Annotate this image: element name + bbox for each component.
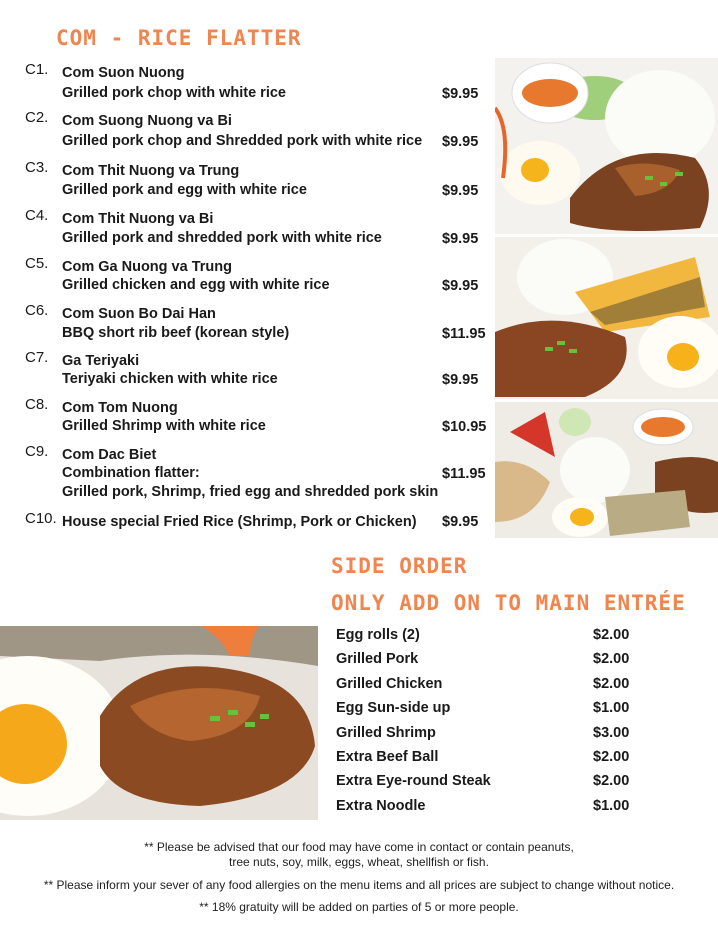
item-description: Grilled pork chop and Shredded pork with white rice xyxy=(62,133,423,149)
price-change-note: ** Please inform your sever of any food allergies on the menu items and all prices are subject to change without notice. xyxy=(43,878,675,892)
side-item xyxy=(336,651,646,671)
item-name: Com Tom Nuong xyxy=(62,400,178,416)
side-item-price: $2.00 xyxy=(593,651,630,667)
side-item-price: $1.00 xyxy=(593,798,630,814)
item-price: $9.95 xyxy=(442,372,479,388)
side-item-price: $1.00 xyxy=(593,700,630,716)
item-name: Com Suon Bo Dai Han xyxy=(62,306,216,322)
item-price: $9.95 xyxy=(442,278,479,294)
gratuity-note: ** 18% gratuity will be added on parties of 5 or more people. xyxy=(199,900,519,914)
item-price: $11.95 xyxy=(442,466,486,482)
side-item xyxy=(336,700,646,720)
item-description: Grilled Shrimp with white rice xyxy=(62,418,266,434)
side-item-name: Egg Sun-side up xyxy=(336,700,451,716)
item-price: $9.95 xyxy=(442,514,479,530)
item-description: Grilled chicken and egg with white rice xyxy=(62,277,330,293)
item-description: Grilled pork and shredded pork with white rice xyxy=(62,230,382,246)
item-price: $9.95 xyxy=(442,231,479,247)
side-item-name: Grilled Chicken xyxy=(336,676,443,692)
side-item-name: Grilled Shrimp xyxy=(336,725,436,741)
item-code: C3. xyxy=(25,159,49,176)
side-item-price: $2.00 xyxy=(593,773,630,789)
item-price: $11.95 xyxy=(442,326,486,342)
item-code: C6. xyxy=(25,302,49,319)
item-description: Teriyaki chicken with white rice xyxy=(62,371,278,387)
item-name: Com Suon Nuong xyxy=(62,65,185,81)
item-description: BBQ short rib beef (korean style) xyxy=(62,325,290,341)
food-photo-pork-chop-plate xyxy=(495,58,718,234)
side-item-name: Grilled Pork xyxy=(336,651,419,667)
item-description: Grilled pork, Shrimp, fried egg and shredded pork skin xyxy=(62,484,439,500)
food-photo-pork-chop-egg xyxy=(0,626,318,820)
side-item-price: $2.00 xyxy=(593,749,630,765)
item-code: C4. xyxy=(25,207,49,224)
item-description: Grilled pork chop with white rice xyxy=(62,85,286,101)
item-name: Com Ga Nuong va Trung xyxy=(62,259,232,275)
side-item xyxy=(336,798,646,818)
side-order-subtitle: ONLY ADD ON TO MAIN ENTRÉE xyxy=(331,591,686,615)
item-code: C10. xyxy=(25,510,57,527)
item-price: $9.95 xyxy=(442,134,479,150)
item-price: $10.95 xyxy=(442,419,487,435)
item-code: C7. xyxy=(25,349,49,366)
item-name: Com Dac Biet xyxy=(62,447,157,463)
item-price: $9.95 xyxy=(442,86,479,102)
side-item xyxy=(336,749,646,769)
side-item-price: $2.00 xyxy=(593,627,630,643)
item-name: Com Suong Nuong va Bi xyxy=(62,113,232,129)
side-item xyxy=(336,627,646,647)
side-item-name: Extra Beef Ball xyxy=(336,749,439,765)
allergy-note-continued: tree nuts, soy, milk, eggs, wheat, shellfish or fish. xyxy=(229,855,489,869)
side-item-name: Extra Noodle xyxy=(336,798,426,814)
side-order-title: SIDE ORDER xyxy=(331,554,468,578)
item-code: C2. xyxy=(25,109,49,126)
item-name: House special Fried Rice (Shrimp, Pork or Chicken) xyxy=(62,514,417,530)
item-name: Com Thit Nuong va Trung xyxy=(62,163,240,179)
side-item-name: Egg rolls (2) xyxy=(336,627,420,643)
item-code: C5. xyxy=(25,255,49,272)
item-code: C8. xyxy=(25,396,49,413)
item-name: Com Thit Nuong va Bi xyxy=(62,211,214,227)
item-code: C9. xyxy=(25,443,49,460)
item-description: Combination flatter: xyxy=(62,465,200,481)
item-price: $9.95 xyxy=(442,183,479,199)
main-section-title: COM - RICE FLATTER xyxy=(56,26,302,50)
side-item xyxy=(336,773,646,793)
item-name: Ga Teriyaki xyxy=(62,353,140,369)
item-code: C1. xyxy=(25,61,49,78)
item-description: Grilled pork and egg with white rice xyxy=(62,182,307,198)
allergy-note: ** Please be advised that our food may have come in contact or contain peanuts, xyxy=(144,840,574,854)
food-photo-combination-plate xyxy=(495,402,718,538)
side-item-price: $2.00 xyxy=(593,676,630,692)
side-item-price: $3.00 xyxy=(593,725,630,741)
side-item-name: Extra Eye-round Steak xyxy=(336,773,491,789)
food-photo-egg-meatloaf-plate xyxy=(495,237,718,399)
side-item xyxy=(336,725,646,745)
side-item xyxy=(336,676,646,696)
